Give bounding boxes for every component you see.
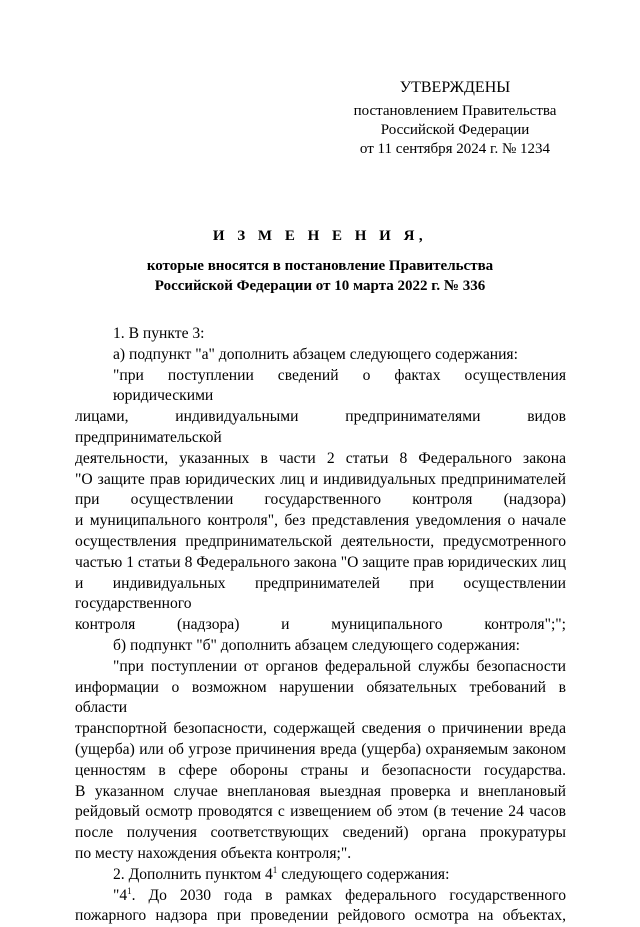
body-line: пожарного надзора при проведении рейдового осмотра на объектах, (75, 907, 566, 925)
body-line: и муниципального контроля", без представления уведомления о начале (75, 512, 566, 530)
body-line (75, 886, 566, 907)
document-heading (0, 226, 640, 296)
approval-line-1: постановлением Правительства (353, 103, 557, 119)
body-line: транспортной безопасности, содержащей сведения о причинении вреда (75, 720, 566, 738)
body-line: при осуществлении государственного контроля (надзора) (75, 491, 566, 509)
body-line: частью 1 статьи 8 Федерального закона "О защите прав юридических лиц (75, 553, 566, 571)
superscript: 1 (272, 864, 278, 875)
body-line: "при поступлении от органов федеральной службы безопасности (113, 657, 566, 675)
body-line: В указанном случае внеплановая выездная проверка и внеплановый (75, 782, 566, 800)
paragraph-a (75, 366, 566, 636)
text-fragment: "4 (113, 886, 128, 904)
document-body (75, 324, 566, 927)
text-fragment: следующего содержания: (277, 865, 450, 883)
text-fragment: 2. Дополнить пунктом 4 (113, 865, 273, 883)
body-line: 1. В пункте 3: (113, 325, 205, 342)
approval-block (330, 78, 580, 159)
body-line: и индивидуальных предпринимателей при осуществлении государственного (75, 574, 566, 613)
body-line: по месту нахождения объекта контроля;". (75, 844, 352, 862)
document-subtitle-2: Российской Федерации от 10 марта 2022 г. № 336 (154, 278, 486, 294)
body-line: б) подпункт "б" дополнить абзацем следующего содержания: (113, 636, 520, 654)
paragraph-b (75, 657, 566, 865)
body-line: а) подпункт "а" дополнить абзацем следующего содержания: (113, 345, 518, 363)
body-line: "при поступлении сведений о фактах осуществления юридическими (113, 366, 566, 405)
superscript: 1 (127, 885, 132, 896)
body-line: "О защите прав юридических лиц и индивидуальных предпринимателей (75, 470, 566, 488)
approved-label: УТВЕРЖДЕНЫ (399, 79, 511, 96)
body-line: после получения соответствующих сведений) органа прокуратуры (75, 824, 566, 842)
document-subtitle-1: которые вносятся в постановление Правительства (146, 258, 494, 274)
body-line: деятельности, указанных в части 2 статьи 8 Федерального закона (75, 449, 566, 467)
body-line: (ущерба) или об угрозе причинения вреда (ущерба) охраняемым законом (75, 740, 566, 758)
approval-line-3: от 11 сентября 2024 г. № 1234 (359, 141, 551, 157)
body-line: ценностям в сфере обороны страны и безопасности государства. (75, 761, 566, 779)
body-line: лицами, индивидуальными предпринимателями видов предпринимательской (75, 408, 566, 446)
body-line: рейдовый осмотр проводятся с извещением об этом (в течение 24 часов (75, 803, 566, 821)
document-title: И З М Е Н Е Н И Я, (212, 228, 428, 244)
body-line: осуществления предпринимательской деятельности, предусмотренного (75, 532, 566, 550)
body-line: информации о возможном нарушении обязательных требований в области (75, 678, 566, 717)
text-fragment: . До 2030 года в рамках федерального государственного (131, 886, 566, 904)
approval-line-2: Российской Федерации (380, 122, 530, 138)
body-line: контроля (надзора) и муниципального контроля";"; (75, 616, 566, 634)
body-line (75, 865, 566, 886)
